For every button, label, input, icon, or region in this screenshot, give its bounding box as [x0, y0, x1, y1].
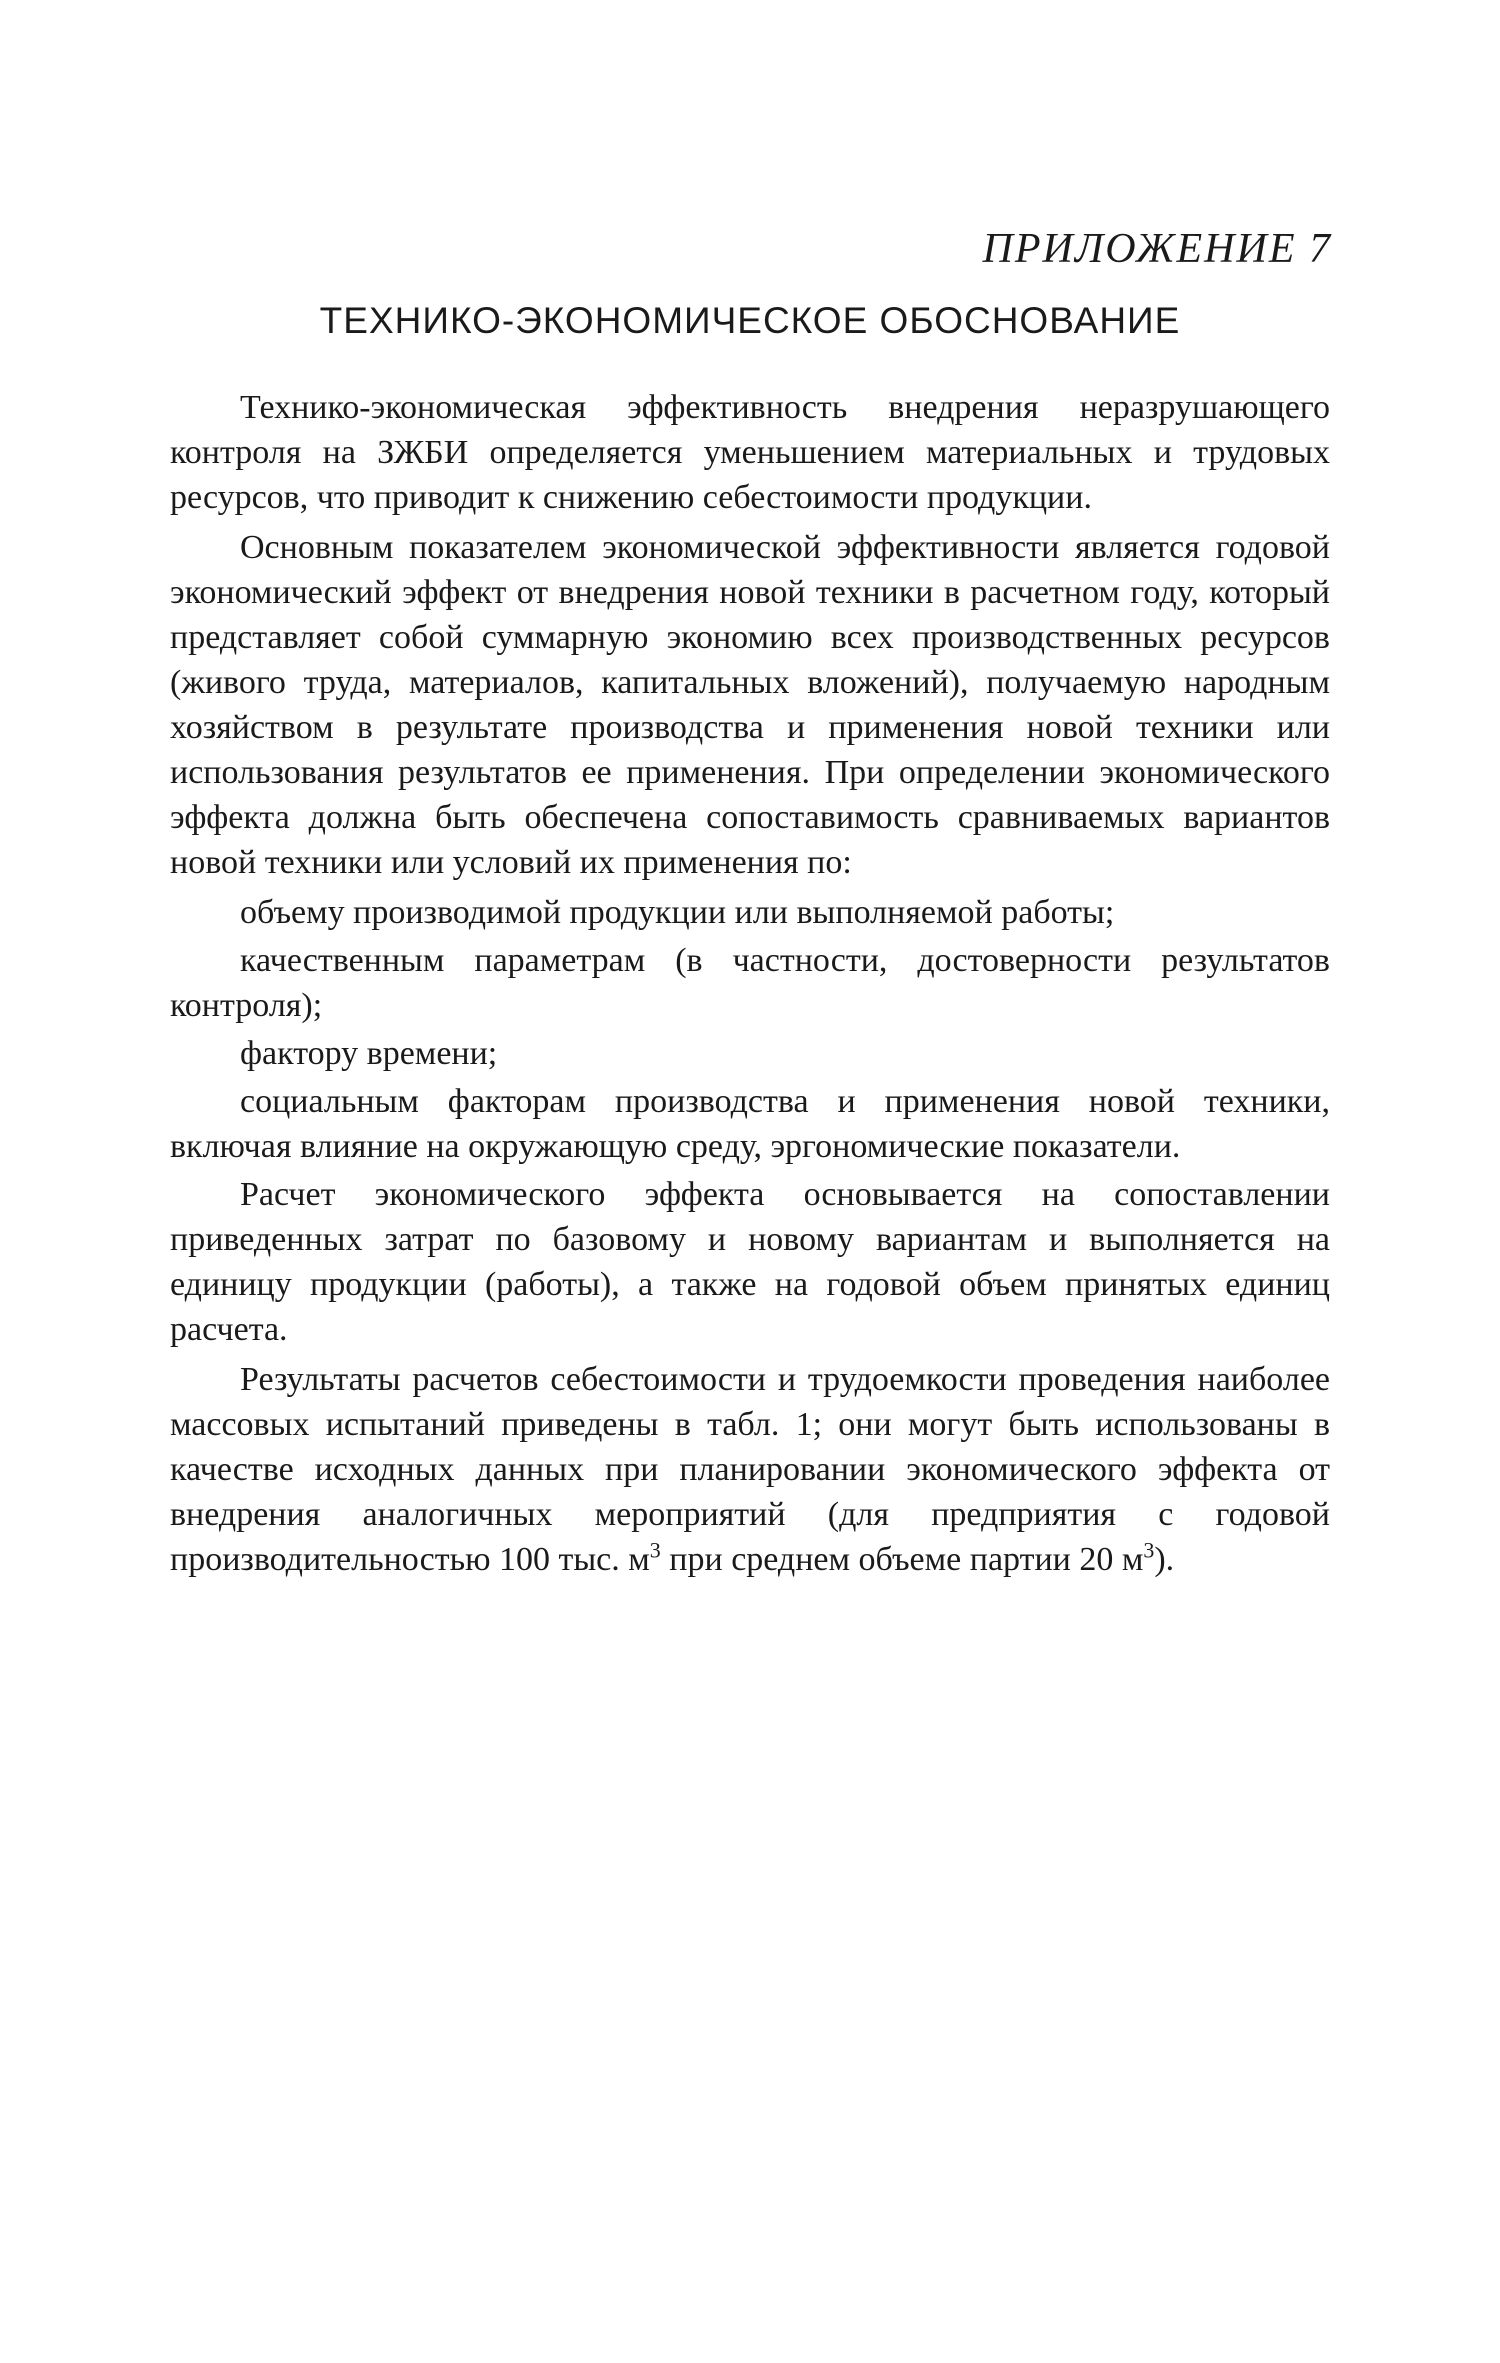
comparability-list: [170, 890, 1330, 1169]
paragraph-calculation: Расчет экономического эффекта основывается на сопоставлении приведенных затрат по базовому и новому вариантам и выполняется на единицу продукции (работы), а также на годовой объем принятых единиц расчета.: [170, 1176, 1330, 1348]
results-text: Результаты расчетов себестоимости и трудоемкости проведения наиболее массовых испытаний приведены в табл. 1; они могут быть использованы в качестве исходных данных при планировании экономического эффекта от внедрения аналогичных мероприятий (для предприятия с годовой производительностью 100 тыс. м: [170, 1361, 1330, 1578]
list-item: объему производимой продукции или выполняемой работы;: [240, 894, 1115, 931]
appendix-label: ПРИЛОЖЕНИЕ 7: [982, 226, 1332, 272]
cubic-superscript: 3: [1143, 1537, 1155, 1563]
paragraph-results: [170, 1357, 1330, 1582]
body-text: [170, 385, 1330, 1587]
list-item: качественным параметрам (в частности, достоверности результатов контроля);: [170, 942, 1330, 1024]
paragraph-main-indicator: Основным показателем экономической эффективности является годовой экономический эффект от внедрения новой техники в расчетном году, который представляет собой суммарную экономию всех производственных ресурсов (живого труда, материалов, капитальных вложений), получаемую народным хозяйством в результате производства и применения новой техники или использования результатов ее применения. При определении экономического эффекта должна быть обеспечена сопоставимость сравниваемых вариантов новой техники или условий их применения по:: [170, 529, 1330, 881]
results-text-continued: при среднем объеме партии 20 м: [660, 1541, 1144, 1578]
results-text-end: ).: [1154, 1541, 1175, 1578]
cubic-superscript: 3: [649, 1537, 661, 1563]
paragraph-intro: Технико-экономическая эффективность внедрения неразрушающего контроля на ЗЖБИ определяется уменьшением материальных и трудовых ресурсов, что приводит к снижению себестоимости продукции.: [170, 389, 1330, 516]
list-item: социальным факторам производства и применения новой техники, включая влияние на окружающую среду, эргономические показатели.: [170, 1083, 1330, 1165]
list-item: фактору времени;: [240, 1035, 498, 1072]
page-title: ТЕХНИКО-ЭКОНОМИЧЕСКОЕ ОБОСНОВАНИЕ: [319, 300, 1181, 341]
